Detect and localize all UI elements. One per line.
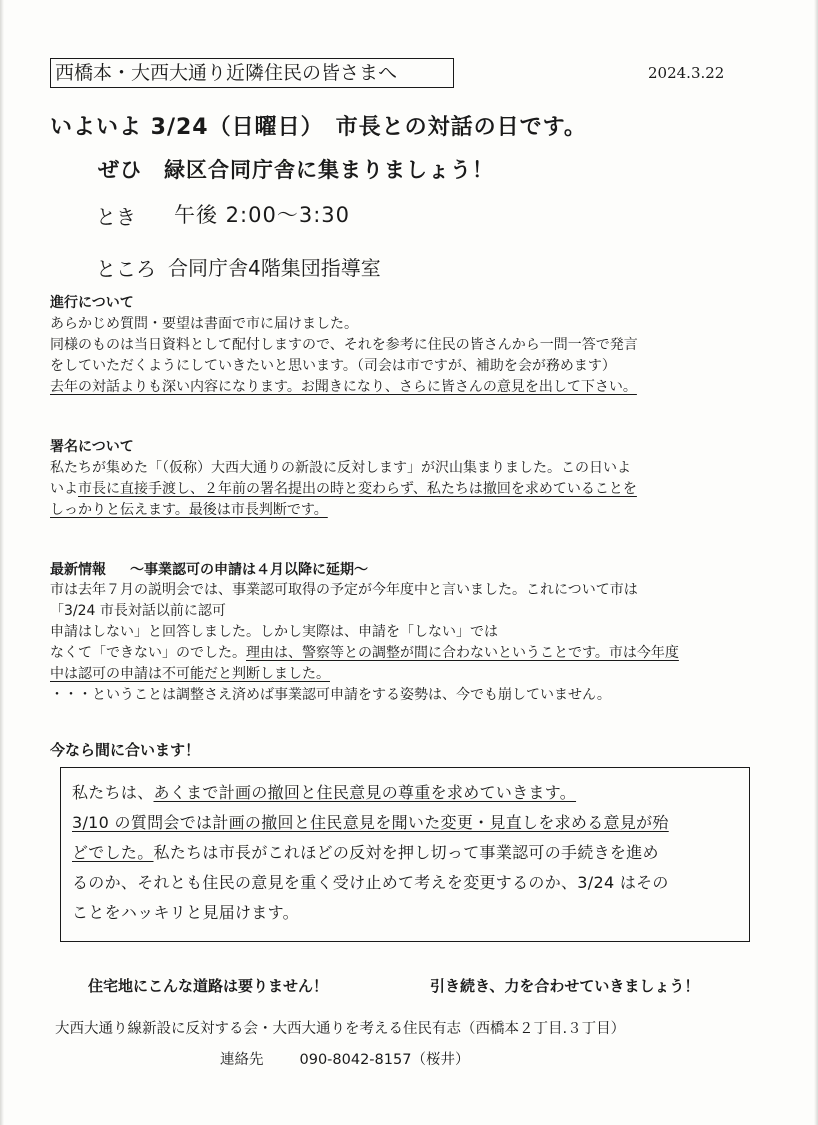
box-line-2-underlined: 3/10 の質問会では計画の撤回と住民意見を聞いた変更・見直しを求める意見が殆	[72, 813, 669, 832]
subhead: ぜひ 緑区合同庁舎に集まりましょう！	[98, 158, 494, 182]
contact-label: 連絡先	[220, 1052, 264, 1068]
latest-line-3: 申請はしない」と回答しました。しかし実際は、申請を「しない」では	[50, 624, 498, 640]
progress-line-4-underlined: 去年の対話よりも深い内容になります。お聞きになり、さらに皆さんの意見を出して下さい。	[50, 379, 637, 395]
signature-line-1: 私たちが集めた「（仮称）大西大通りの新設に反対します」が沢山集まりました。この日いよ	[50, 460, 631, 476]
latest-line-4b-underlined: 理由は、警察等との調整が間に合わないということです。市は今年度	[246, 645, 679, 661]
scan-edge-left	[0, 0, 4, 1125]
latest-subtitle: ～事業認可の申請は４月以降に延期～	[130, 562, 368, 578]
addressee-box	[50, 58, 454, 88]
latest-line-2: 「3/24 市長対話以前に認可	[50, 603, 226, 619]
progress-title: 進行について	[50, 295, 134, 311]
organization-name: 大西大通り線新設に反対する会・大西大通りを考える住民有志（西橋本２丁目.３丁目）	[55, 1021, 626, 1037]
contact-row	[220, 1048, 469, 1069]
scan-edge-right	[814, 0, 818, 1125]
progress-line-2: 同様のものは当日資料として配付しますので、それを参考に住民の皆さんから一問一答で発言	[50, 337, 638, 353]
latest-title	[50, 559, 368, 579]
latest-paragraph	[50, 580, 762, 706]
where-row	[96, 253, 381, 282]
box-line-1a: 私たちは、	[72, 783, 154, 802]
now-title: 今なら間に合います！	[50, 741, 201, 759]
latest-line-6: ・・・ということは調整さえ済めば事業認可申請をする姿勢は、今でも崩していません。	[50, 687, 611, 703]
where-value: 合同庁舎4階集団指導室	[168, 256, 381, 280]
signature-paragraph	[50, 458, 762, 521]
box-line-3a-underlined: どでした。	[72, 843, 154, 862]
signature-line-2a: いよ	[50, 481, 78, 497]
where-label: ところ	[96, 257, 156, 281]
box-line-5: ことをハッキリと見届けます。	[72, 903, 299, 922]
signature-title: 署名について	[50, 439, 134, 455]
progress-line-3: をしていただくようにしていきたいと思います。（司会は市ですが、補助を会が務めます）	[50, 358, 616, 374]
box-line-4: るのか、それとも住民の意見を重く受け止めて考えを変更するのか、3/24 はその	[72, 873, 669, 892]
headline: いよいよ 3/24（日曜日） 市長との対話の日です。	[50, 115, 587, 140]
signature-line-3-underlined: しっかりと伝えます。最後は市長判断です。	[50, 502, 328, 518]
contact-phone: 090-8042-8157（桜井）	[299, 1052, 470, 1068]
slogan-right: 引き続き、力を合わせていきましょう！	[430, 977, 700, 995]
latest-line-5-underlined: 中は認可の申請は不可能だと判断しました。	[50, 666, 330, 682]
box-line-1b-underlined: あくまで計画の撤回と住民意見の尊重を求めていきます。	[153, 783, 577, 802]
statement-text	[72, 778, 742, 928]
latest-title-text: 最新情報	[50, 562, 106, 578]
progress-line-1: あらかじめ質問・要望は書面で市に届けました。	[50, 316, 358, 332]
signature-line-2b-underlined: 市長に直接手渡し、２年前の署名提出の時と変わらず、私たちは撤回を求めていることを	[78, 481, 637, 497]
when-row	[96, 201, 350, 230]
progress-paragraph	[50, 314, 762, 398]
latest-line-4a: なくて「できない」のでした。	[50, 645, 246, 661]
slogan-left: 住宅地にこんな道路は要りません！	[88, 977, 329, 995]
addressee-text: 西橋本・大西大通り近隣住民の皆さまへ	[55, 62, 398, 84]
box-line-3b: 私たちは市長がこれほどの反対を押し切って事業認可の手続きを進め	[153, 843, 659, 862]
when-value: 午後 2:00～3:30	[174, 203, 350, 227]
latest-line-1: 市は去年７月の説明会では、事業認可取得の予定が今年度中と言いました。これについて市は	[50, 582, 638, 598]
date: 2024.3.22	[648, 64, 725, 82]
when-label: とき	[96, 205, 136, 229]
